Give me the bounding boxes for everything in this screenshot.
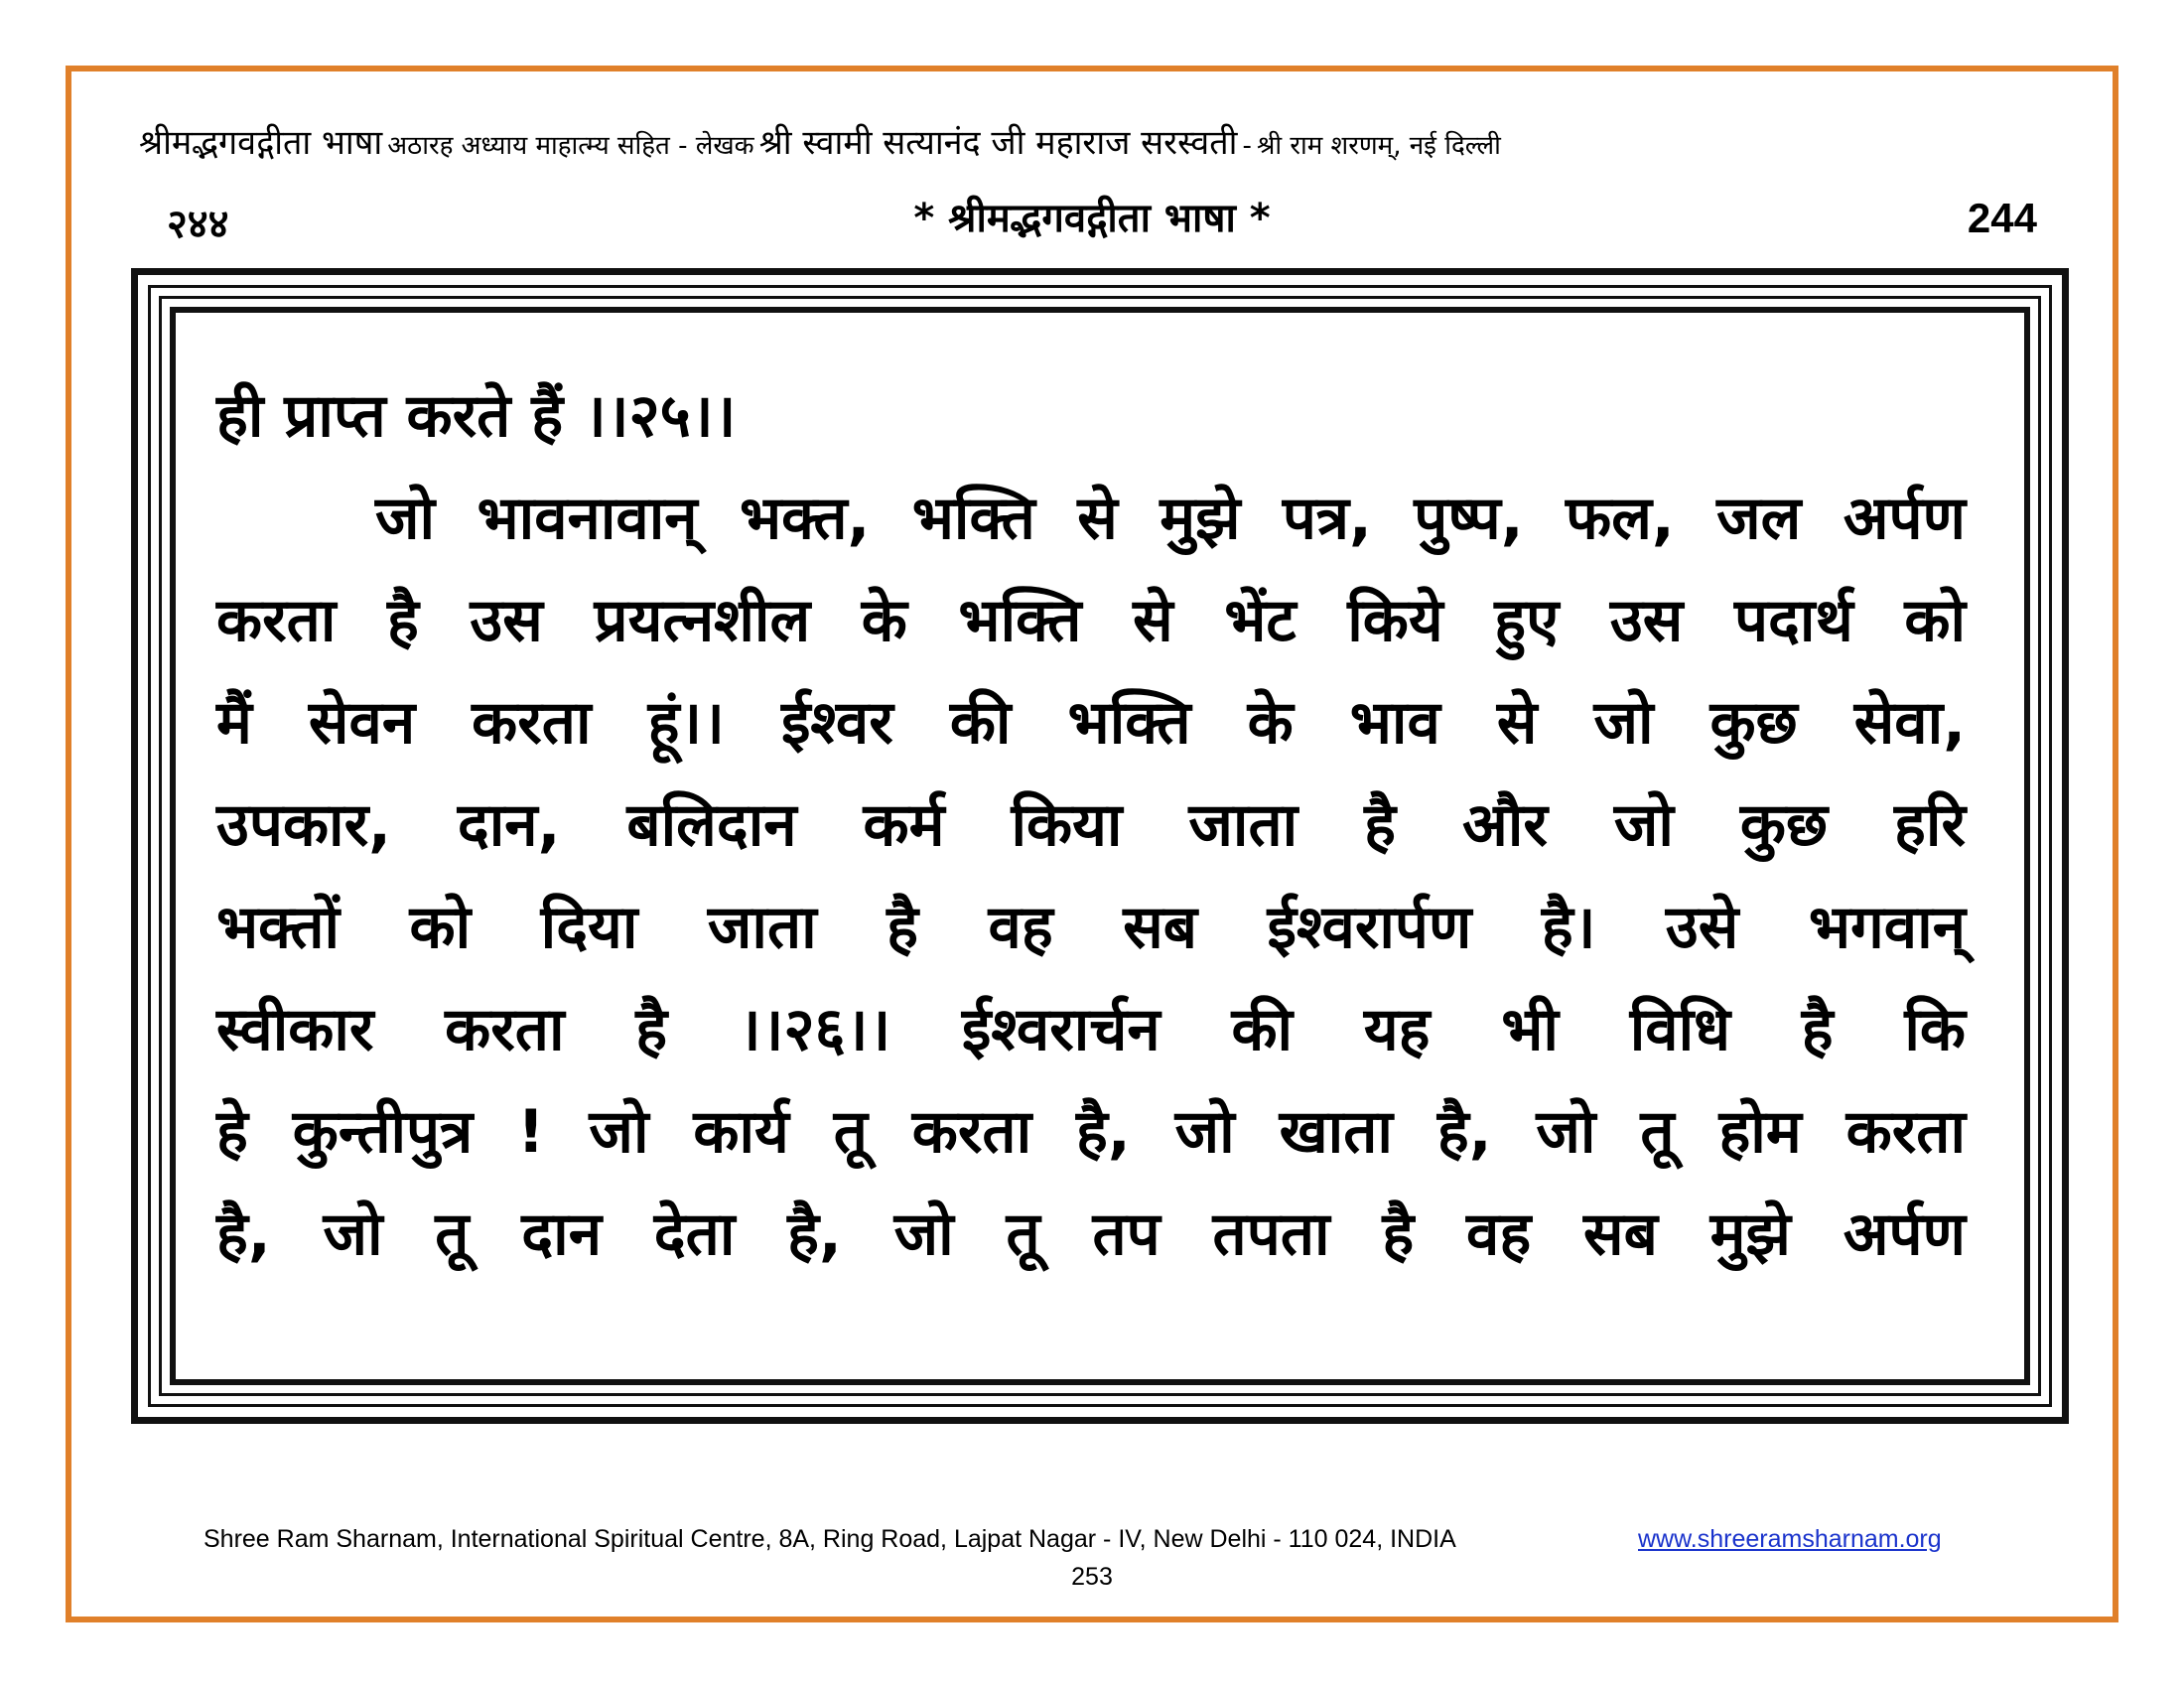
text-line: जो भावनावान् भक्त, भक्ति से मुझे पत्र, पुष्प, फल, जल अर्पण <box>375 484 1966 553</box>
page-number-arabic: 244 <box>1967 195 2037 241</box>
header-separator: - <box>1242 131 1252 161</box>
book-title: श्रीमद्भगवद्गीता भाषा <box>139 123 383 163</box>
document-header <box>139 117 2065 175</box>
text-line: भक्तों को दिया जाता है वह सब ईश्वरार्पण है। उसे भगवान् <box>216 893 1966 962</box>
text-line: उपकार, दान, बलिदान कर्म किया जाता है और जो कुछ हरि <box>216 790 1966 860</box>
page-number-devanagari: २४४ <box>167 202 229 247</box>
website-link[interactable]: www.shreeramsharnam.org <box>1638 1525 1942 1553</box>
running-title: * श्रीमद्भगवद्गीता भाषा * <box>913 196 1271 241</box>
text-line: मैं सेवन करता हूं।। ईश्वर की भक्ति के भाव से जो कुछ सेवा, <box>216 688 1966 758</box>
text-line: ही प्राप्त करते हैं ।।२५।। <box>216 381 737 451</box>
text-line: है, जो तू दान देता है, जो तू तप तपता है वह सब मुझे अर्पण <box>216 1199 1966 1269</box>
book-subtitle: अठारह अध्याय माहात्म्य सहित - लेखक <box>387 131 754 161</box>
footer-page-number: 253 <box>1071 1563 1113 1591</box>
text-line: करता है उस प्रयत्नशील के भक्ति से भेंट किये हुए उस पदार्थ को <box>216 586 1966 655</box>
text-line: हे कुन्तीपुत्र ! जो कार्य तू करता है, जो खाता है, जो तू होम करता <box>216 1097 1966 1167</box>
footer-address: Shree Ram Sharnam, International Spiritual Centre, 8A, Ring Road, Lajpat Nagar - IV, New Delhi - 110 024, INDIA <box>204 1525 1456 1553</box>
author-name: श्री स्वामी सत्यानंद जी महाराज सरस्वती <box>758 123 1238 163</box>
publisher-name: श्री राम शरणम्, नई दिल्ली <box>1256 131 1501 161</box>
scripture-text <box>216 365 1966 1286</box>
text-line: स्वीकार करता है ।।२६।। ईश्वरार्चन की यह भी विधि है कि <box>216 995 1966 1064</box>
